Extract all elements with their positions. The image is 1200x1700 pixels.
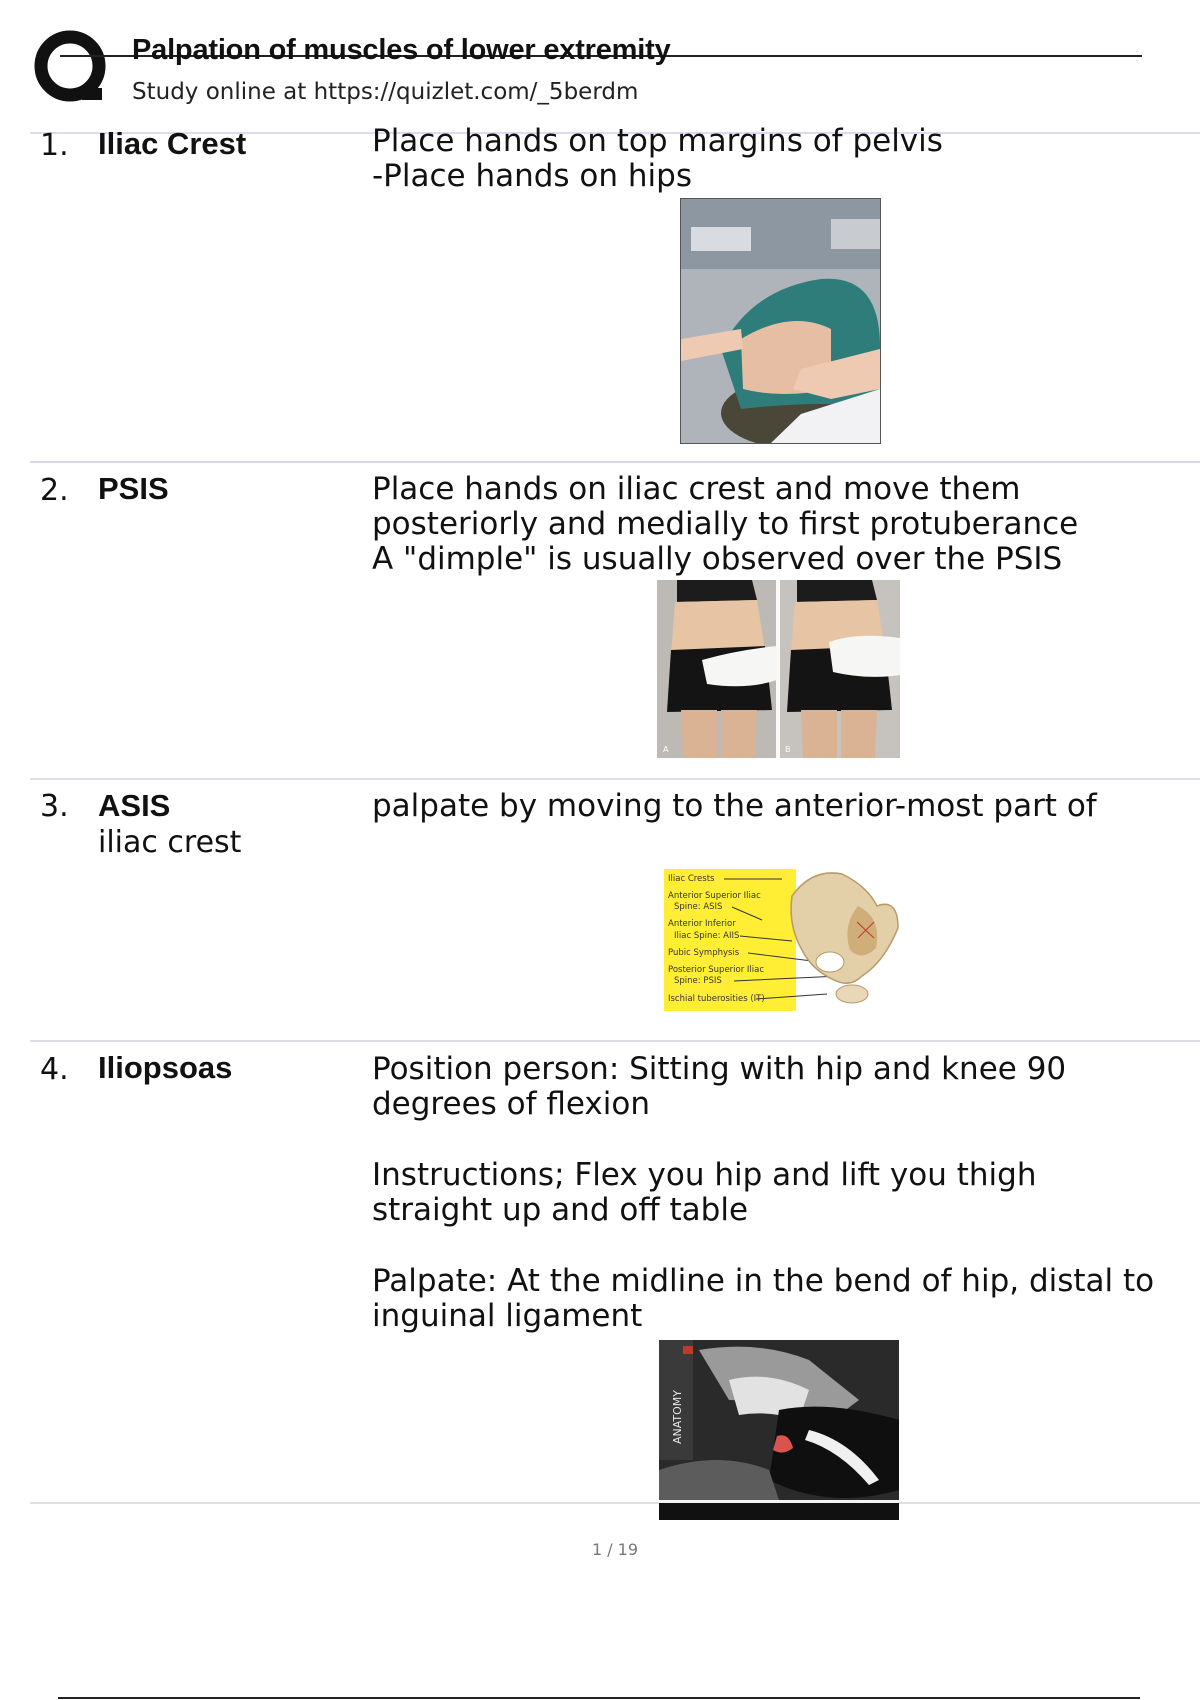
- card-term: [98, 1049, 232, 1086]
- term-label: Iliopsoas: [98, 1050, 233, 1085]
- card-definition: [372, 472, 1192, 577]
- row-separator: [30, 461, 1200, 463]
- card-definition: [372, 124, 1192, 194]
- definition-gap: [372, 1228, 1192, 1264]
- card-term: [98, 787, 241, 861]
- iliopsoas-photo: [659, 1340, 899, 1520]
- pelvis-diagram: [662, 866, 899, 1014]
- definition-line: Palpate: At the midline in the bend of hip, distal to: [372, 1263, 1155, 1299]
- card-term: [98, 470, 169, 507]
- pelvis-label: Iliac Spine: AIIS: [674, 931, 740, 941]
- term-label: ASIS: [98, 788, 171, 823]
- row-separator: [30, 1040, 1200, 1042]
- definition-line: inguinal ligament: [372, 1298, 643, 1334]
- pelvis-label: Iliac Crests: [668, 874, 715, 884]
- pelvis-label: Pubic Symphysis: [668, 948, 740, 958]
- definition-line: Instructions; Flex you hip and lift you thigh: [372, 1157, 1037, 1193]
- term-extra: iliac crest: [98, 825, 242, 860]
- definition-gap: [372, 1122, 1192, 1158]
- card-definition: [372, 789, 1192, 824]
- iliac-crest-photo: [680, 198, 881, 444]
- definition-line: posteriorly and medially to first protuberance: [372, 506, 1079, 542]
- card-number: 4.: [40, 1052, 69, 1087]
- pelvis-label: Spine: PSIS: [674, 976, 722, 986]
- card-number: 2.: [40, 473, 69, 508]
- definition-line: degrees of flexion: [372, 1086, 651, 1122]
- definition-line: A "dimple" is usually observed over the PSIS: [372, 541, 1063, 577]
- definition-line: straight up and off table: [372, 1192, 749, 1228]
- card-definition: [372, 1052, 1192, 1334]
- row-separator: [30, 778, 1200, 780]
- card-term: [98, 125, 246, 162]
- psis-photo-pair: [657, 580, 900, 758]
- term-label: Iliac Crest: [98, 126, 247, 161]
- pelvis-label: Posterior Superior Iliac: [668, 965, 765, 975]
- quizlet-logo-icon: [30, 30, 110, 110]
- card-number: 1.: [40, 128, 69, 163]
- definition-line: Place hands on iliac crest and move them: [372, 471, 1021, 507]
- definition-line: Position person: Sitting with hip and knee 90: [372, 1051, 1067, 1087]
- study-link[interactable]: Study online at https://quizlet.com/_5berdm: [132, 79, 639, 105]
- page-number: 1 / 19: [591, 1540, 639, 1559]
- pelvis-label: Anterior Inferior: [668, 919, 736, 929]
- pelvis-label: Spine: ASIS: [674, 902, 723, 912]
- card-number: 3.: [40, 789, 69, 824]
- page-title: Palpation of muscles of lower extremity: [132, 34, 671, 66]
- photo-label-a: A: [663, 745, 669, 754]
- pelvis-label: Anterior Superior Iliac: [668, 891, 761, 901]
- definition-line: palpate by moving to the anterior-most part of: [372, 788, 1097, 824]
- definition-line: -Place hands on hips: [372, 158, 692, 194]
- pelvis-label: Ischial tuberosities (IT): [668, 994, 765, 1004]
- watermark-text: ANATOMY: [671, 1389, 684, 1444]
- footer-rule: [58, 1697, 1140, 1699]
- photo-label-b: B: [785, 745, 791, 754]
- definition-line: Place hands on top margins of pelvis: [372, 123, 943, 159]
- term-label: PSIS: [98, 471, 169, 506]
- row-separator: [30, 1502, 1200, 1504]
